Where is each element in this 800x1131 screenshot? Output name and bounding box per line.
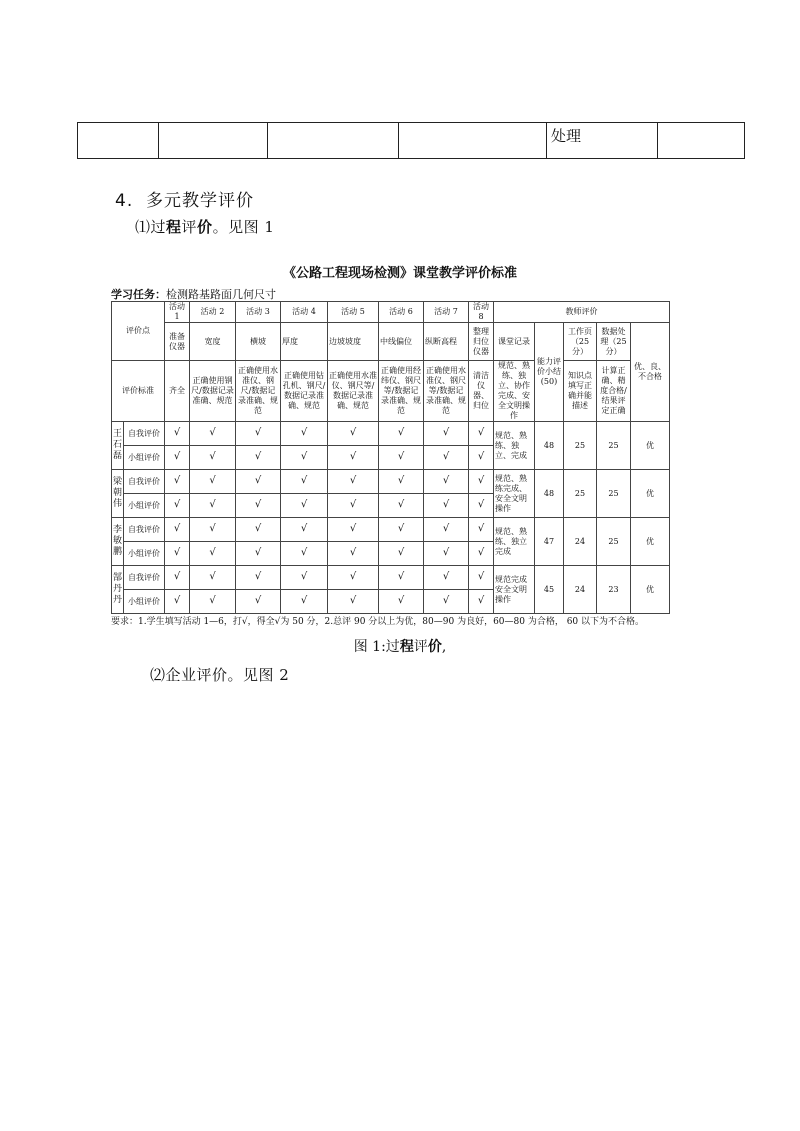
teacher-workpage-cell: 25: [564, 470, 597, 518]
point-cell: 边坡坡度: [328, 323, 379, 361]
check-mark: √: [328, 542, 379, 566]
self-eval-label: 自我评价: [124, 518, 165, 542]
subheading-process-eval: ⑴过程评价。见图 1: [135, 218, 275, 236]
point-cell: 准备仪器: [165, 323, 190, 361]
teacher-data-cell: 25: [597, 518, 631, 566]
check-mark: √: [190, 566, 236, 590]
student-name: 郜丹丹: [112, 566, 124, 614]
check-mark: √: [281, 494, 328, 518]
check-mark: √: [165, 446, 190, 470]
check-mark: √: [236, 422, 281, 446]
check-mark: √: [165, 542, 190, 566]
check-mark: √: [328, 566, 379, 590]
point-cell: 厚度: [281, 323, 328, 361]
check-mark: √: [424, 470, 469, 494]
teacher-eval-header: 教师评价: [494, 302, 670, 323]
check-mark: √: [281, 470, 328, 494]
standard-cell: 正确使用钢尺/数据记录准确、规范: [190, 361, 236, 422]
teacher-workpage-cell: 25: [564, 422, 597, 470]
top-table-cell: [399, 123, 547, 159]
activity-header: 活动 3: [236, 302, 281, 323]
standard-cell: 正确使用钻孔机、钢尺/数据记录准确、规范: [281, 361, 328, 422]
teacher-workpage-cell: 24: [564, 566, 597, 614]
group-eval-label: 小组评价: [124, 494, 165, 518]
student-name: 李敏鹏: [112, 518, 124, 566]
check-mark: √: [424, 542, 469, 566]
teacher-ability-cell: 47: [535, 518, 564, 566]
activity-header: 活动 8: [469, 302, 494, 323]
check-mark: √: [236, 470, 281, 494]
check-mark: √: [236, 494, 281, 518]
top-table-cell: [78, 123, 159, 159]
activity-header: 活动 1: [165, 302, 190, 323]
check-mark: √: [190, 518, 236, 542]
check-mark: √: [379, 590, 424, 614]
teacher-col-header: 课堂记录: [494, 323, 535, 361]
check-mark: √: [281, 518, 328, 542]
top-table-cell: 处理: [547, 123, 658, 159]
check-mark: √: [469, 494, 494, 518]
teacher-col-header: 工作页（25分）: [564, 323, 597, 361]
point-cell: 中线偏位: [379, 323, 424, 361]
group-eval-label: 小组评价: [124, 446, 165, 470]
point-cell: 宽度: [190, 323, 236, 361]
student-row: [112, 470, 670, 494]
check-mark: √: [469, 470, 494, 494]
teacher-standard-cell: 计算正确、精度合格/结果评定正确: [597, 361, 631, 422]
check-mark: √: [328, 446, 379, 470]
teacher-ability-cell: 45: [535, 566, 564, 614]
top-table-cell: [159, 123, 268, 159]
point-cell: 整理归位仪器: [469, 323, 494, 361]
check-mark: √: [328, 470, 379, 494]
student-name: 梁朝伟: [112, 470, 124, 518]
check-mark: √: [236, 566, 281, 590]
check-mark: √: [236, 590, 281, 614]
standard-cell: 正确使用水准仪、钢尺/数据记录准确、规范: [236, 361, 281, 422]
teacher-record-cell: 规范完成安全文明操作: [494, 566, 535, 614]
section-number: 4.: [115, 191, 134, 211]
teacher-data-cell: 25: [597, 470, 631, 518]
check-mark: √: [190, 542, 236, 566]
check-mark: √: [379, 542, 424, 566]
point-cell: 纵断高程: [424, 323, 469, 361]
activity-header: 活动 7: [424, 302, 469, 323]
check-mark: √: [328, 422, 379, 446]
student-row: [112, 566, 670, 590]
standard-cell: 齐全: [165, 361, 190, 422]
check-mark: √: [379, 422, 424, 446]
check-mark: √: [469, 422, 494, 446]
check-mark: √: [469, 542, 494, 566]
check-mark: √: [424, 446, 469, 470]
task-line: [111, 286, 276, 302]
standard-cell: 正确使用经纬仪、钢尺等/数据记录准确、规范: [379, 361, 424, 422]
activity-header: 活动 6: [379, 302, 424, 323]
evaluation-table: [111, 301, 670, 614]
check-mark: √: [281, 446, 328, 470]
check-mark: √: [281, 422, 328, 446]
group-eval-label: 小组评价: [124, 542, 165, 566]
activity-header: 活动 5: [328, 302, 379, 323]
teacher-record-cell: 规范、熟练、独立、完成: [494, 422, 535, 470]
figure-caption: 图 1:过程评价,: [353, 639, 447, 655]
check-mark: √: [469, 566, 494, 590]
teacher-grade-cell: 优: [631, 470, 670, 518]
teacher-ability-cell: 48: [535, 470, 564, 518]
subheading-enterprise-eval: ⑵企业评价。见图 2: [150, 666, 290, 684]
teacher-ability-cell: 48: [535, 422, 564, 470]
teacher-data-cell: 25: [597, 422, 631, 470]
check-mark: √: [379, 566, 424, 590]
activity-header: 活动 4: [281, 302, 328, 323]
top-table-cell: [268, 123, 399, 159]
check-mark: √: [281, 590, 328, 614]
check-mark: √: [190, 590, 236, 614]
check-mark: √: [190, 470, 236, 494]
check-mark: √: [328, 518, 379, 542]
eval-point-header: 评价点: [112, 302, 165, 361]
check-mark: √: [236, 518, 281, 542]
check-mark: √: [469, 590, 494, 614]
group-eval-label: 小组评价: [124, 590, 165, 614]
check-mark: √: [469, 446, 494, 470]
teacher-workpage-cell: 24: [564, 518, 597, 566]
teacher-grade-cell: 优: [631, 566, 670, 614]
top-table: [77, 122, 745, 159]
standard-cell: 清洁仪器、归位: [469, 361, 494, 422]
teacher-grade-cell: 优: [631, 422, 670, 470]
teacher-col-header: 能力评价小结(50): [535, 323, 564, 422]
check-mark: √: [190, 446, 236, 470]
standard-cell: 正确使用水准仪、钢尺等/数据记录准确、规范: [424, 361, 469, 422]
check-mark: √: [379, 470, 424, 494]
check-mark: √: [379, 446, 424, 470]
check-mark: √: [328, 590, 379, 614]
figure-title: 《公路工程现场检测》课堂教学评价标准: [282, 266, 517, 281]
check-mark: √: [165, 590, 190, 614]
eval-standard-header: 评价标准: [112, 361, 165, 422]
check-mark: √: [165, 518, 190, 542]
check-mark: √: [328, 494, 379, 518]
teacher-standard-cell: 规范、熟练、独立、协作完成、安全文明操作: [494, 361, 535, 422]
check-mark: √: [379, 518, 424, 542]
check-mark: √: [165, 422, 190, 446]
teacher-col-header: 数据处理（25分）: [597, 323, 631, 361]
check-mark: √: [236, 542, 281, 566]
self-eval-label: 自我评价: [124, 422, 165, 446]
teacher-record-cell: 规范、熟练、独立完成: [494, 518, 535, 566]
teacher-col-header: 优、良、不合格: [631, 323, 670, 422]
check-mark: √: [281, 542, 328, 566]
student-name: 王石磊: [112, 422, 124, 470]
check-mark: √: [424, 494, 469, 518]
teacher-standard-cell: 知识点填写正确并能描述: [564, 361, 597, 422]
check-mark: √: [281, 566, 328, 590]
student-row: [112, 422, 670, 446]
teacher-data-cell: 23: [597, 566, 631, 614]
activity-header: 活动 2: [190, 302, 236, 323]
check-mark: √: [424, 590, 469, 614]
check-mark: √: [165, 494, 190, 518]
section-heading: [115, 186, 254, 211]
top-table-cell: [658, 123, 745, 159]
check-mark: √: [190, 494, 236, 518]
check-mark: √: [165, 470, 190, 494]
requirement-note: 要求：1.学生填写活动 1—6，打√，得全√为 50 分，2.总评 90 分以上为优，80—90 为良好，60—80 为合格， 60 以下为不合格。: [111, 617, 645, 627]
teacher-grade-cell: 优: [631, 518, 670, 566]
check-mark: √: [165, 566, 190, 590]
standard-cell: 正确使用水准仪、钢尺等/数据记录准确、规范: [328, 361, 379, 422]
check-mark: √: [236, 446, 281, 470]
point-cell: 横坡: [236, 323, 281, 361]
teacher-record-cell: 规范、熟练完成、安全文明操作: [494, 470, 535, 518]
check-mark: √: [424, 566, 469, 590]
check-mark: √: [424, 422, 469, 446]
section-title: 多元教学评价: [146, 191, 255, 211]
task-value: 检测路基路面几何尺寸: [166, 288, 276, 301]
check-mark: √: [190, 422, 236, 446]
check-mark: √: [424, 518, 469, 542]
task-label: 学习任务：: [111, 288, 166, 301]
check-mark: √: [469, 518, 494, 542]
self-eval-label: 自我评价: [124, 470, 165, 494]
self-eval-label: 自我评价: [124, 566, 165, 590]
check-mark: √: [379, 494, 424, 518]
student-row: [112, 518, 670, 542]
